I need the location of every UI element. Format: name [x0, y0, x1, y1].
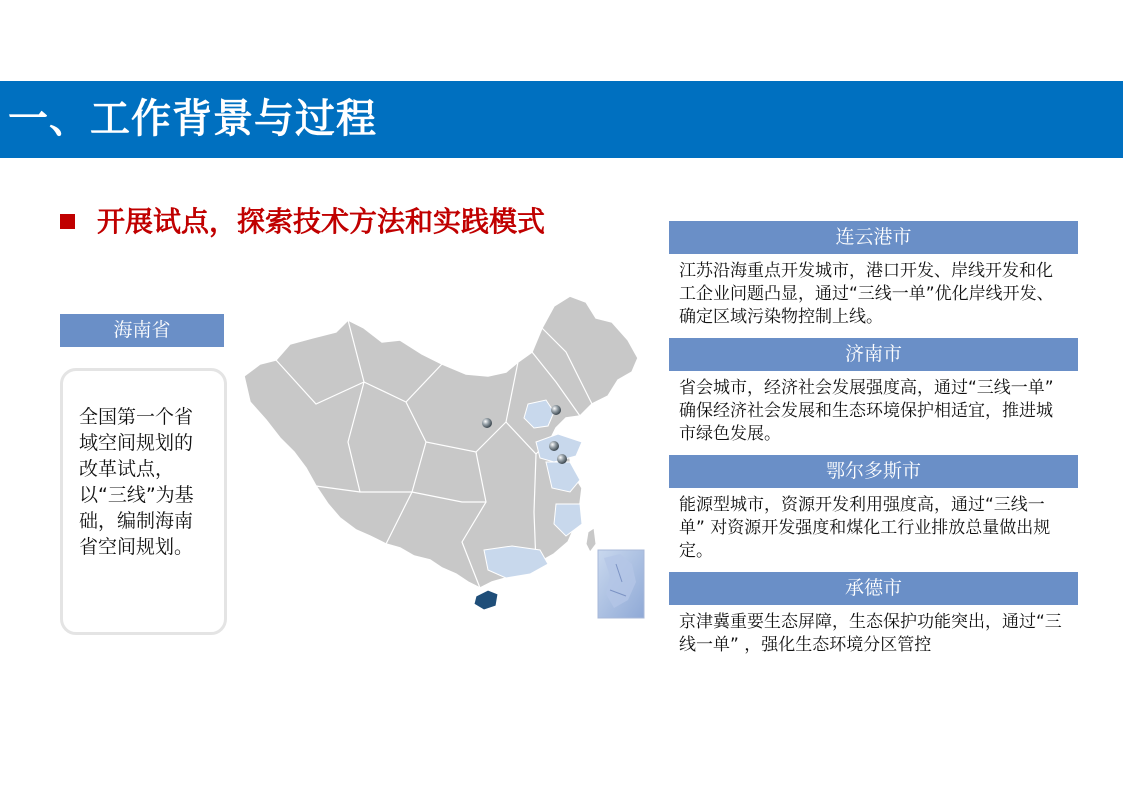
city-header-ordos: 鄂尔多斯市 [669, 455, 1078, 488]
hainan-label: 海南省 [60, 314, 224, 347]
city-panel-chengde [669, 572, 1078, 657]
south-china-sea-inset-icon [598, 550, 644, 618]
city-panel-lianyungang [669, 221, 1078, 329]
map-pin-icon [549, 441, 559, 451]
section-subtitle: 开展试点，探索技术方法和实践模式 [97, 205, 546, 238]
city-header-lianyungang: 连云港市 [669, 221, 1078, 254]
city-desc-ordos: 能源型城市，资源开发利用强度高，通过“三线一单” 对资源开发强度和煤化工行业排放总量做出规定。 [679, 495, 1051, 561]
taiwan-shape [586, 528, 596, 552]
bullet-square-icon [60, 214, 75, 229]
city-header-chengde: 承德市 [669, 572, 1078, 605]
hainan-description: 全国第一个省域空间规划的改革试点，以“三线”为基础，编制海南省空间规划。 [79, 406, 194, 558]
city-desc-chengde: 京津冀重要生态屏障，生态保护功能突出，通过“三线一单” ，强化生态环境分区管控 [679, 612, 1062, 655]
hainan-callout-box [60, 368, 227, 635]
hainan-island-shape [474, 590, 498, 610]
map-pin-icon [557, 454, 567, 464]
map-pin-icon [551, 405, 561, 415]
page-title: 一、工作背景与过程 [8, 96, 377, 142]
city-panel-jinan [669, 338, 1078, 446]
city-desc-lianyungang: 江苏沿海重点开发城市，港口开发、岸线开发和化工企业问题凸显，通过“三线一单”优化岸线开发、确定区域污染物控制上线。 [679, 261, 1054, 327]
china-map-icon [236, 292, 652, 624]
city-panel-ordos [669, 455, 1078, 563]
city-desc-jinan: 省会城市，经济社会发展强度高，通过“三线一单” 确保经济社会发展和生态环境保护相适宜，推进城市绿色发展。 [679, 378, 1054, 444]
header-bar [0, 81, 1123, 158]
map-pin-icon [482, 418, 492, 428]
city-header-jinan: 济南市 [669, 338, 1078, 371]
